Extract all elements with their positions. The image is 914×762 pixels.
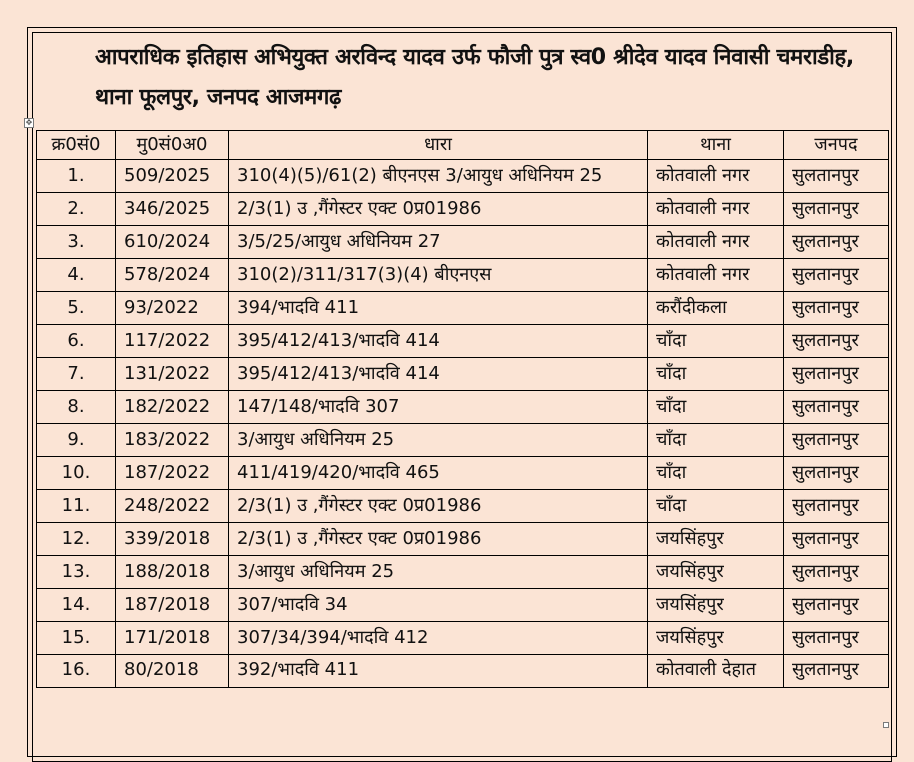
cell-sno: 8. (37, 391, 116, 424)
cell-district: सुलतानपुर (784, 259, 889, 292)
criminal-history-table (36, 130, 889, 688)
cell-district: सुलतानपुर (784, 556, 889, 589)
table-row (37, 160, 889, 193)
cell-case-no: 93/2022 (116, 292, 229, 325)
cell-section: 395/412/413/भादवि 414 (229, 325, 648, 358)
cell-district: सुलतानपुर (784, 424, 889, 457)
table-row (37, 622, 889, 655)
cell-section: 310(4)(5)/61(2) बीएनएस 3/आयुध अधिनियम 25 (229, 160, 648, 193)
cell-police-station: कोतवाली नगर (648, 226, 784, 259)
cell-section: 392/भादवि 411 (229, 655, 648, 688)
table-row (37, 490, 889, 523)
document-title: आपराधिक इतिहास अभियुक्त अरविन्द यादव उर्फ फौजी पुत्र स्व0 श्रीदेव यादव निवासी चमराडीह, थाना फूलपुर, जनपद आजमगढ़ (95, 45, 854, 110)
cell-police-station: कोतवाली नगर (648, 193, 784, 226)
cell-district: सुलतानपुर (784, 358, 889, 391)
table-row (37, 556, 889, 589)
cell-case-no: 346/2025 (116, 193, 229, 226)
header-police-station: थाना (648, 131, 784, 160)
cell-sno: 13. (37, 556, 116, 589)
cell-section: 2/3(1) उ ,गैंगेस्टर एक्ट 0प्र01986 (229, 490, 648, 523)
cell-case-no: 117/2022 (116, 325, 229, 358)
cell-case-no: 188/2018 (116, 556, 229, 589)
cell-section: 307/34/394/भादवि 412 (229, 622, 648, 655)
table-row (37, 259, 889, 292)
cell-section: 411/419/420/भादवि 465 (229, 457, 648, 490)
cell-sno: 5. (37, 292, 116, 325)
cell-sno: 7. (37, 358, 116, 391)
table-row (37, 424, 889, 457)
cell-case-no: 610/2024 (116, 226, 229, 259)
cell-sno: 3. (37, 226, 116, 259)
cell-case-no: 131/2022 (116, 358, 229, 391)
cell-sno: 1. (37, 160, 116, 193)
cell-police-station: चाँदा (648, 457, 784, 490)
cell-section: 395/412/413/भादवि 414 (229, 358, 648, 391)
cell-section: 3/आयुध अधिनियम 25 (229, 556, 648, 589)
cell-district: सुलतानपुर (784, 193, 889, 226)
cell-section: 394/भादवि 411 (229, 292, 648, 325)
header-district: जनपद (784, 131, 889, 160)
cell-police-station: कोतवाली नगर (648, 259, 784, 292)
cell-district: सुलतानपुर (784, 655, 889, 688)
table-row (37, 457, 889, 490)
cell-section: 2/3(1) उ ,गैंगेस्टर एक्ट 0प्र01986 (229, 193, 648, 226)
cell-section: 3/5/25/आयुध अधिनियम 27 (229, 226, 648, 259)
cell-case-no: 248/2022 (116, 490, 229, 523)
cell-police-station: करौंदीकला (648, 292, 784, 325)
cell-section: 2/3(1) उ ,गैंगेस्टर एक्ट 0प्र01986 (229, 523, 648, 556)
cell-section: 3/आयुध अधिनियम 25 (229, 424, 648, 457)
table-resize-handle-icon[interactable] (883, 722, 889, 728)
cell-case-no: 80/2018 (116, 655, 229, 688)
cell-district: सुलतानपुर (784, 391, 889, 424)
cell-case-no: 183/2022 (116, 424, 229, 457)
cell-district: सुलतानपुर (784, 226, 889, 259)
cell-sno: 2. (37, 193, 116, 226)
cell-police-station: कोतवाली नगर (648, 160, 784, 193)
table-row (37, 391, 889, 424)
cell-police-station: चाँदा (648, 424, 784, 457)
cell-case-no: 339/2018 (116, 523, 229, 556)
cell-police-station: चाँदा (648, 358, 784, 391)
table-row (37, 523, 889, 556)
cell-police-station: जयसिंहपुर (648, 589, 784, 622)
cell-district: सुलतानपुर (784, 457, 889, 490)
header-sno: क्र0सं0 (37, 131, 116, 160)
cell-district: सुलतानपुर (784, 490, 889, 523)
table-move-handle-icon[interactable]: ✥ (25, 118, 33, 127)
table-row (37, 325, 889, 358)
cell-sno: 9. (37, 424, 116, 457)
header-case-no: मु0सं0अ0 (116, 131, 229, 160)
table-row (37, 358, 889, 391)
header-section: धारा (229, 131, 648, 160)
cell-sno: 15. (37, 622, 116, 655)
cell-district: सुलतानपुर (784, 589, 889, 622)
cell-district: सुलतानपुर (784, 523, 889, 556)
table-row (37, 589, 889, 622)
table-row (37, 226, 889, 259)
cell-police-station: जयसिंहपुर (648, 556, 784, 589)
cell-district: सुलतानपुर (784, 292, 889, 325)
cell-sno: 11. (37, 490, 116, 523)
cell-police-station: कोतवाली देहात (648, 655, 784, 688)
cell-police-station: चाँदा (648, 391, 784, 424)
cell-section: 310(2)/311/317(3)(4) बीएनएस (229, 259, 648, 292)
table-row (37, 292, 889, 325)
cell-case-no: 182/2022 (116, 391, 229, 424)
cell-district: सुलतानपुर (784, 325, 889, 358)
table-header-row (37, 131, 889, 160)
cell-district: सुलतानपुर (784, 622, 889, 655)
cell-sno: 6. (37, 325, 116, 358)
cell-sno: 14. (37, 589, 116, 622)
table-row (37, 193, 889, 226)
table-row (37, 655, 889, 688)
cell-sno: 10. (37, 457, 116, 490)
cell-sno: 16. (37, 655, 116, 688)
cell-police-station: चाँदा (648, 325, 784, 358)
cell-police-station: जयसिंहपुर (648, 523, 784, 556)
cell-case-no: 187/2018 (116, 589, 229, 622)
cell-case-no: 578/2024 (116, 259, 229, 292)
cell-sno: 12. (37, 523, 116, 556)
cell-section: 307/भादवि 34 (229, 589, 648, 622)
cell-case-no: 171/2018 (116, 622, 229, 655)
cell-case-no: 509/2025 (116, 160, 229, 193)
cell-sno: 4. (37, 259, 116, 292)
cell-case-no: 187/2022 (116, 457, 229, 490)
cell-police-station: चाँदा (648, 490, 784, 523)
cell-police-station: जयसिंहपुर (648, 622, 784, 655)
cell-district: सुलतानपुर (784, 160, 889, 193)
cell-section: 147/148/भादवि 307 (229, 391, 648, 424)
